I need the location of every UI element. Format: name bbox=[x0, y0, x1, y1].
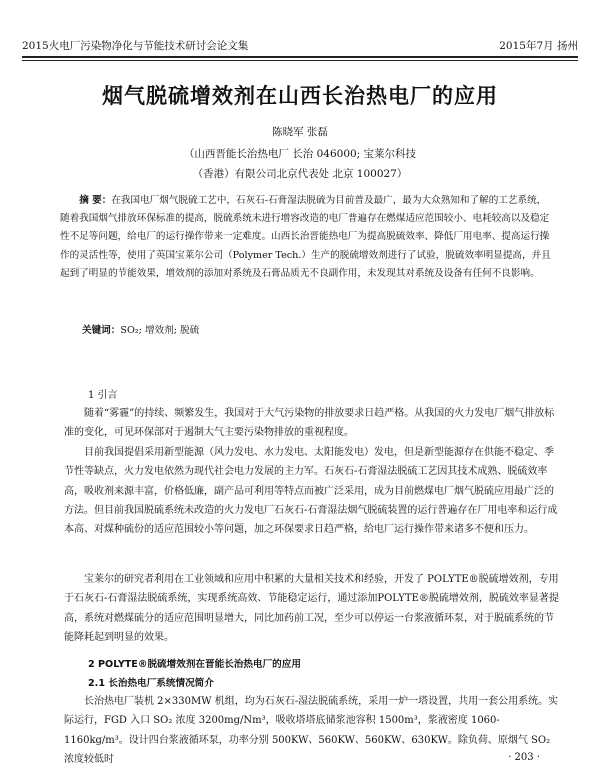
header-right: 2015年7月 扬州 bbox=[499, 40, 578, 52]
paragraph-2: 目前我国提倡采用新型能源（风力发电、水力发电、太阳能发电）发电，但是新型能源存在供能不稳定、季节性等缺点，火力发电依然为现代社会电力发展的主力军。石灰石-石膏湿法脱硫工艺因其技术成熟、脱硫效率高，吸收剂来源丰富，价格低廉，副产品可利用等特点而被广泛采用，成为目前燃煤电厂烟气脱硫应用最广泛的方法。但目前我国脱硫系统未改造的火力发电厂石灰石-石膏湿法烟气脱硫装置的运行普遍存在厂用电率和运行成本高、对煤种硫份的适应范围较小等问题，加之环保要求日趋严格，给电厂运行操作带来诸多不便和压力。 bbox=[64, 447, 558, 536]
abstract-text: 在我国电厂烟气脱硫工艺中，石灰石-石膏湿法脱硫为目前普及最广，最为大众熟知和了解的工艺系统，随着我国烟气排放环保标准的提高，脱硫系统未进行增容改造的电厂普遍存在燃煤适应范围较小、电耗较高以及稳定性不足等问题，给电厂的运行操作带来一定难度。山西长治晋能热电厂为提高脱硫效率、降低厂用电率、提高运行操作的灵活性等，使用了英国宝莱尔公司（Polymer Tech.）生产的脱硫增效剂进行了试验，脱硫效率明显提高，并且起到了明显的节能效果，增效剂的添加对系统及石膏品质无不良副作用，未发现其对系统及设备有任何不良影响。 bbox=[60, 195, 551, 279]
page-number: · 203 · bbox=[508, 752, 540, 763]
section-2-1-heading: 2.1 长治热电厂系统情况简介 bbox=[88, 678, 214, 689]
paragraph-3: 宝莱尔的研究者利用在工业领域和应用中积累的大量相关技术和经验，开发了 POLYTE®脱硫增效剂，专用于石灰石-石膏湿法脱硫系统，实现系统高效、节能稳定运行，通过添加POLYTE®脱硫增效剂，脱硫效率显著提高，系统对燃煤硫分的适应范围明显增大，同比加药前工况，至少可以停运一台浆液循环泵，对于脱硫系统的节能降耗起到明显的效果。 bbox=[64, 574, 559, 643]
header-left: 2015火电厂污染物净化与节能技术研讨会论文集 bbox=[22, 40, 249, 52]
abstract bbox=[60, 192, 555, 283]
affiliation-line-2: （香港）有限公司北京代表处 北京 100027） bbox=[192, 168, 408, 180]
affiliation-line-1: （山西晋能长治热电厂 长治 046000; 宝莱尔科技 bbox=[183, 148, 417, 160]
section-1-heading: 1 引言 bbox=[88, 390, 118, 401]
paragraph-4: 长治热电厂装机 2×330MW 机组，均为石灰石-湿法脱硫系统，采用一炉一塔设置，共用一套公用系统。实际运行，FGD 入口 SO₂ 浓度 3200mg/Nm³，吸收塔塔底储浆池容积 1500m³，浆液密度 1060-1160kg/m³。设计四台浆液循环泵，功率分别 500KW、560KW、560KW、630KW。除负荷、原烟气 SO₂ 浓度较低时 bbox=[64, 696, 559, 765]
paper-title: 烟气脱硫增效剂在山西长治热电厂的应用 bbox=[102, 84, 498, 108]
abstract-label: 摘 要： bbox=[79, 195, 112, 206]
section-2-heading: 2 POLYTE®脱硫增效剂在晋能长治热电厂的应用 bbox=[88, 659, 301, 670]
keywords-label: 关键词： bbox=[82, 325, 121, 336]
keywords bbox=[82, 322, 577, 340]
authors: 陈晓军 张磊 bbox=[272, 126, 328, 138]
header-rule bbox=[22, 60, 578, 61]
running-header bbox=[22, 36, 578, 58]
keywords-text: SO₂; 增效剂; 脱硫 bbox=[120, 325, 200, 336]
paragraph-1: 随着“雾霾”的持续、频繁发生，我国对于大气污染物的排放要求日趋严格。从我国的火力发电厂烟气排放标准的变化，可见环保部对于遏制大气主要污染物排放的重视程度。 bbox=[64, 408, 555, 439]
